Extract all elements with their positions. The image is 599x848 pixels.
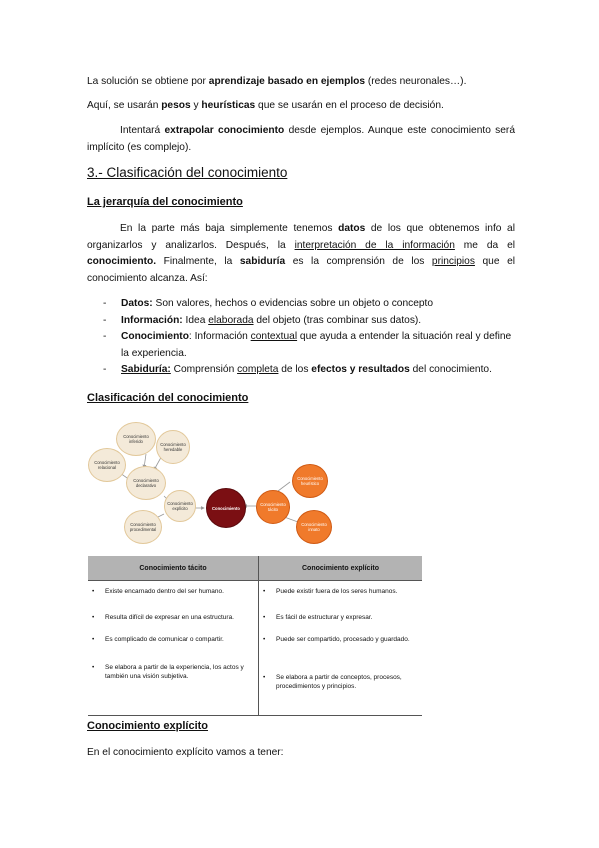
table-cell: • Resulta difícil de expresar en una estructura.	[88, 613, 258, 622]
jerarquia-title: La jerarquía del conocimiento	[87, 196, 243, 208]
intro-paragraph-2: Aquí, se usarán pesos y heurísticas que se usarán en el proceso de decisión.	[87, 100, 444, 111]
node-procedimental: Conocimiento procedimental	[124, 510, 162, 544]
header-explicito: Conocimiento explícito	[259, 556, 423, 581]
explicito-title: Conocimiento explícito	[87, 720, 209, 732]
clasificacion-title: Clasificación del conocimiento	[87, 392, 249, 404]
hierarchy-list	[87, 296, 517, 379]
table-cell: • Se elabora a partir de la experiencia, los actos y también una visión subjetiva.	[88, 663, 258, 681]
node-relacional: Conocimiento relacional	[88, 448, 126, 482]
explicito-paragraph: En el conocimiento explícito vamos a tener:	[87, 747, 284, 758]
node-heredable: Conocimiento heredable	[156, 430, 190, 464]
node-conocimiento-center: Conocimiento	[206, 488, 246, 528]
table-cell: • Es complicado de comunicar o compartir.	[88, 635, 258, 644]
table-header-row	[88, 556, 422, 581]
node-innato: Conocimiento innato	[296, 510, 332, 544]
table-row	[88, 635, 422, 663]
list-item-datos: - Datos: Son valores, hechos o evidencias sobre un objeto o concepto	[87, 296, 517, 313]
list-item-sabiduria: - Sabiduría: Comprensión completa de los efectos y resultados del conocimiento.	[87, 362, 517, 379]
node-heuristico: Conocimiento heurístico	[292, 464, 328, 498]
node-declarativo: Conocimiento declarativo	[126, 466, 166, 500]
node-inferido: Conocimiento inferido	[116, 422, 156, 456]
knowledge-diagram	[86, 418, 346, 558]
knowledge-comparison-table	[88, 556, 422, 716]
table-cell: • Es fácil de estructurar y expresar.	[259, 613, 422, 622]
table-cell: • Se elabora a partir de conceptos, procesos, procedimientos y principios.	[259, 673, 422, 691]
intro-paragraph-3: Intentará extrapolar conocimiento desde ejemplos. Aunque este conocimiento será implícito (es complejo).	[87, 125, 515, 153]
table-row	[88, 663, 422, 716]
table-cell: • Puede ser compartido, procesado y guardado.	[259, 635, 422, 644]
section-title: 3.- Clasificación del conocimiento	[87, 165, 288, 180]
node-explicito: Conocimiento explícito	[164, 490, 196, 522]
table-row	[88, 581, 422, 614]
table-row	[88, 613, 422, 635]
header-tacito: Conocimiento tácito	[88, 556, 259, 581]
table-cell: • Existe encarnado dentro del ser humano.	[88, 587, 258, 596]
list-item-conocimiento: - Conocimiento: Información contextual que ayuda a entender la situación real y define la experiencia.	[87, 329, 517, 362]
intro-paragraph-1: La solución se obtiene por aprendizaje basado en ejemplos (redes neuronales…).	[87, 76, 467, 87]
jerarquia-paragraph: En la parte más baja simplemente tenemos datos de los que obtenemos info al organizarlos y analizarlos. Después, la interpretación de la información me da el conocimiento. Finalmente, la sabiduría es la comprensión de los principios que el conocimiento alcanza. Así:	[87, 223, 516, 284]
node-tacito: Conocimiento tácito	[256, 490, 290, 524]
table-cell: • Puede existir fuera de los seres humanos.	[259, 587, 422, 596]
list-item-informacion: - Información: Idea elaborada del objeto (tras combinar sus datos).	[87, 313, 517, 330]
